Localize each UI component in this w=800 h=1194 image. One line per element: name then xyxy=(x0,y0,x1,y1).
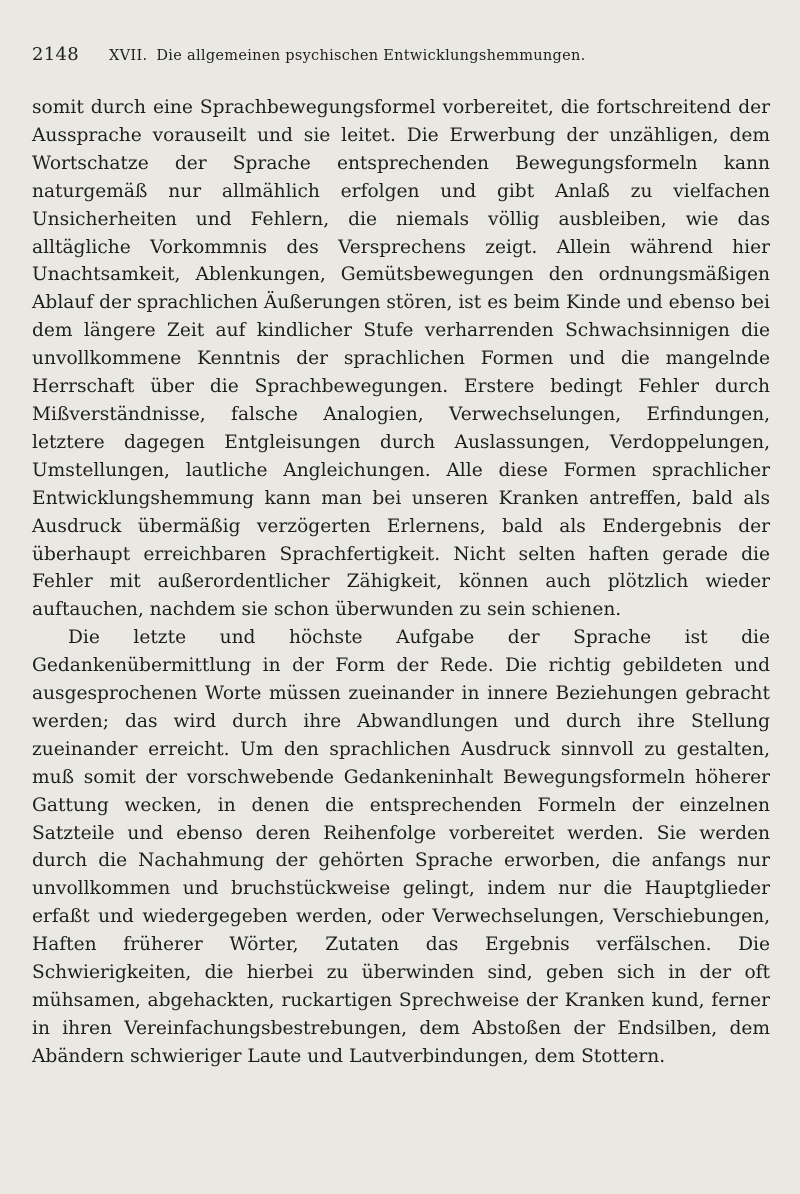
chapter-title: Die allgemeinen psychischen Entwicklungshemmungen. xyxy=(156,48,586,64)
body-text xyxy=(32,94,770,1071)
running-head xyxy=(32,44,770,88)
paragraph-speech-communication: Die letzte und höchste Aufgabe der Sprache ist die Gedankenübermittlung in der Form der Rede. Die richtig gebildeten und ausgesprochenen Worte müssen zueinander in innere Beziehungen gebracht werden; das wird durch ihre Abwandlungen und durch ihre Stellung zueinander erreicht. Um den sprachlichen Ausdruck sinnvoll zu gestalten, muß somit der vorschwebende Gedankeninhalt Bewegungsformeln höherer Gattung wecken, in denen die entsprechenden Formeln der einzelnen Satzteile und ebenso deren Reihenfolge vorbereitet werden. Sie werden durch die Nachahmung der gehörten Sprache erworben, die anfangs nur unvollkommen und bruchstückweise gelingt, indem nur die Hauptglieder erfaßt und wiedergegeben werden, oder Verwechselungen, Verschiebungen, Haften früherer Wörter, Zutaten das Ergebnis verfälschen. Die Schwierigkeiten, die hierbei zu überwinden sind, geben sich in der oft mühsamen, abgehackten, ruckartigen Sprechweise der Kranken kund, ferner in ihren Vereinfachungsbestrebungen, dem Abstoßen der Endsilben, dem Abändern schwieriger Laute und Lautverbindungen, dem Stottern. xyxy=(32,627,770,1067)
page-number: 2148 xyxy=(32,44,80,65)
chapter-numeral: XVII. xyxy=(109,48,148,64)
paragraph-continued: somit durch eine Sprachbewegungsformel vorbereitet, die fortschreitend der Aussprache vorauseilt und sie leitet. Die Erwerbung der unzähligen, dem Wortschatze der Sprache entsprechenden Bewegungsformeln kann naturgemäß nur allmählich erfolgen und gibt Anlaß zu vielfachen Unsicherheiten und Fehlern, die niemals völlig ausbleiben, wie das alltägliche Vorkommnis des Versprechens zeigt. Allein während hier Unachtsamkeit, Ablenkungen, Gemütsbewegungen den ordnungsmäßigen Ablauf der sprachlichen Äußerungen stören, ist es beim Kinde und ebenso bei dem längere Zeit auf kindlicher Stufe verharrenden Schwachsinnigen die unvollkommene Kenntnis der sprachlichen Formen und die mangelnde Herrschaft über die Sprachbewegungen. Erstere bedingt Fehler durch Mißverständnisse, falsche Analogien, Verwechselungen, Erfindungen, letztere dagegen Entgleisungen durch Auslassungen, Verdoppelungen, Umstellungen, lautliche Angleichungen. Alle diese Formen sprachlicher Entwicklungshemmung kann man bei unseren Kranken antreffen, bald als Ausdruck übermäßig verzögerten Erlernens, bald als Endergebnis der überhaupt erreichbaren Sprachfertigkeit. Nicht selten haften gerade die Fehler mit außerordentlicher Zähigkeit, können auch plötzlich wieder auftauchen, nachdem sie schon überwunden zu sein schienen. xyxy=(32,97,770,621)
